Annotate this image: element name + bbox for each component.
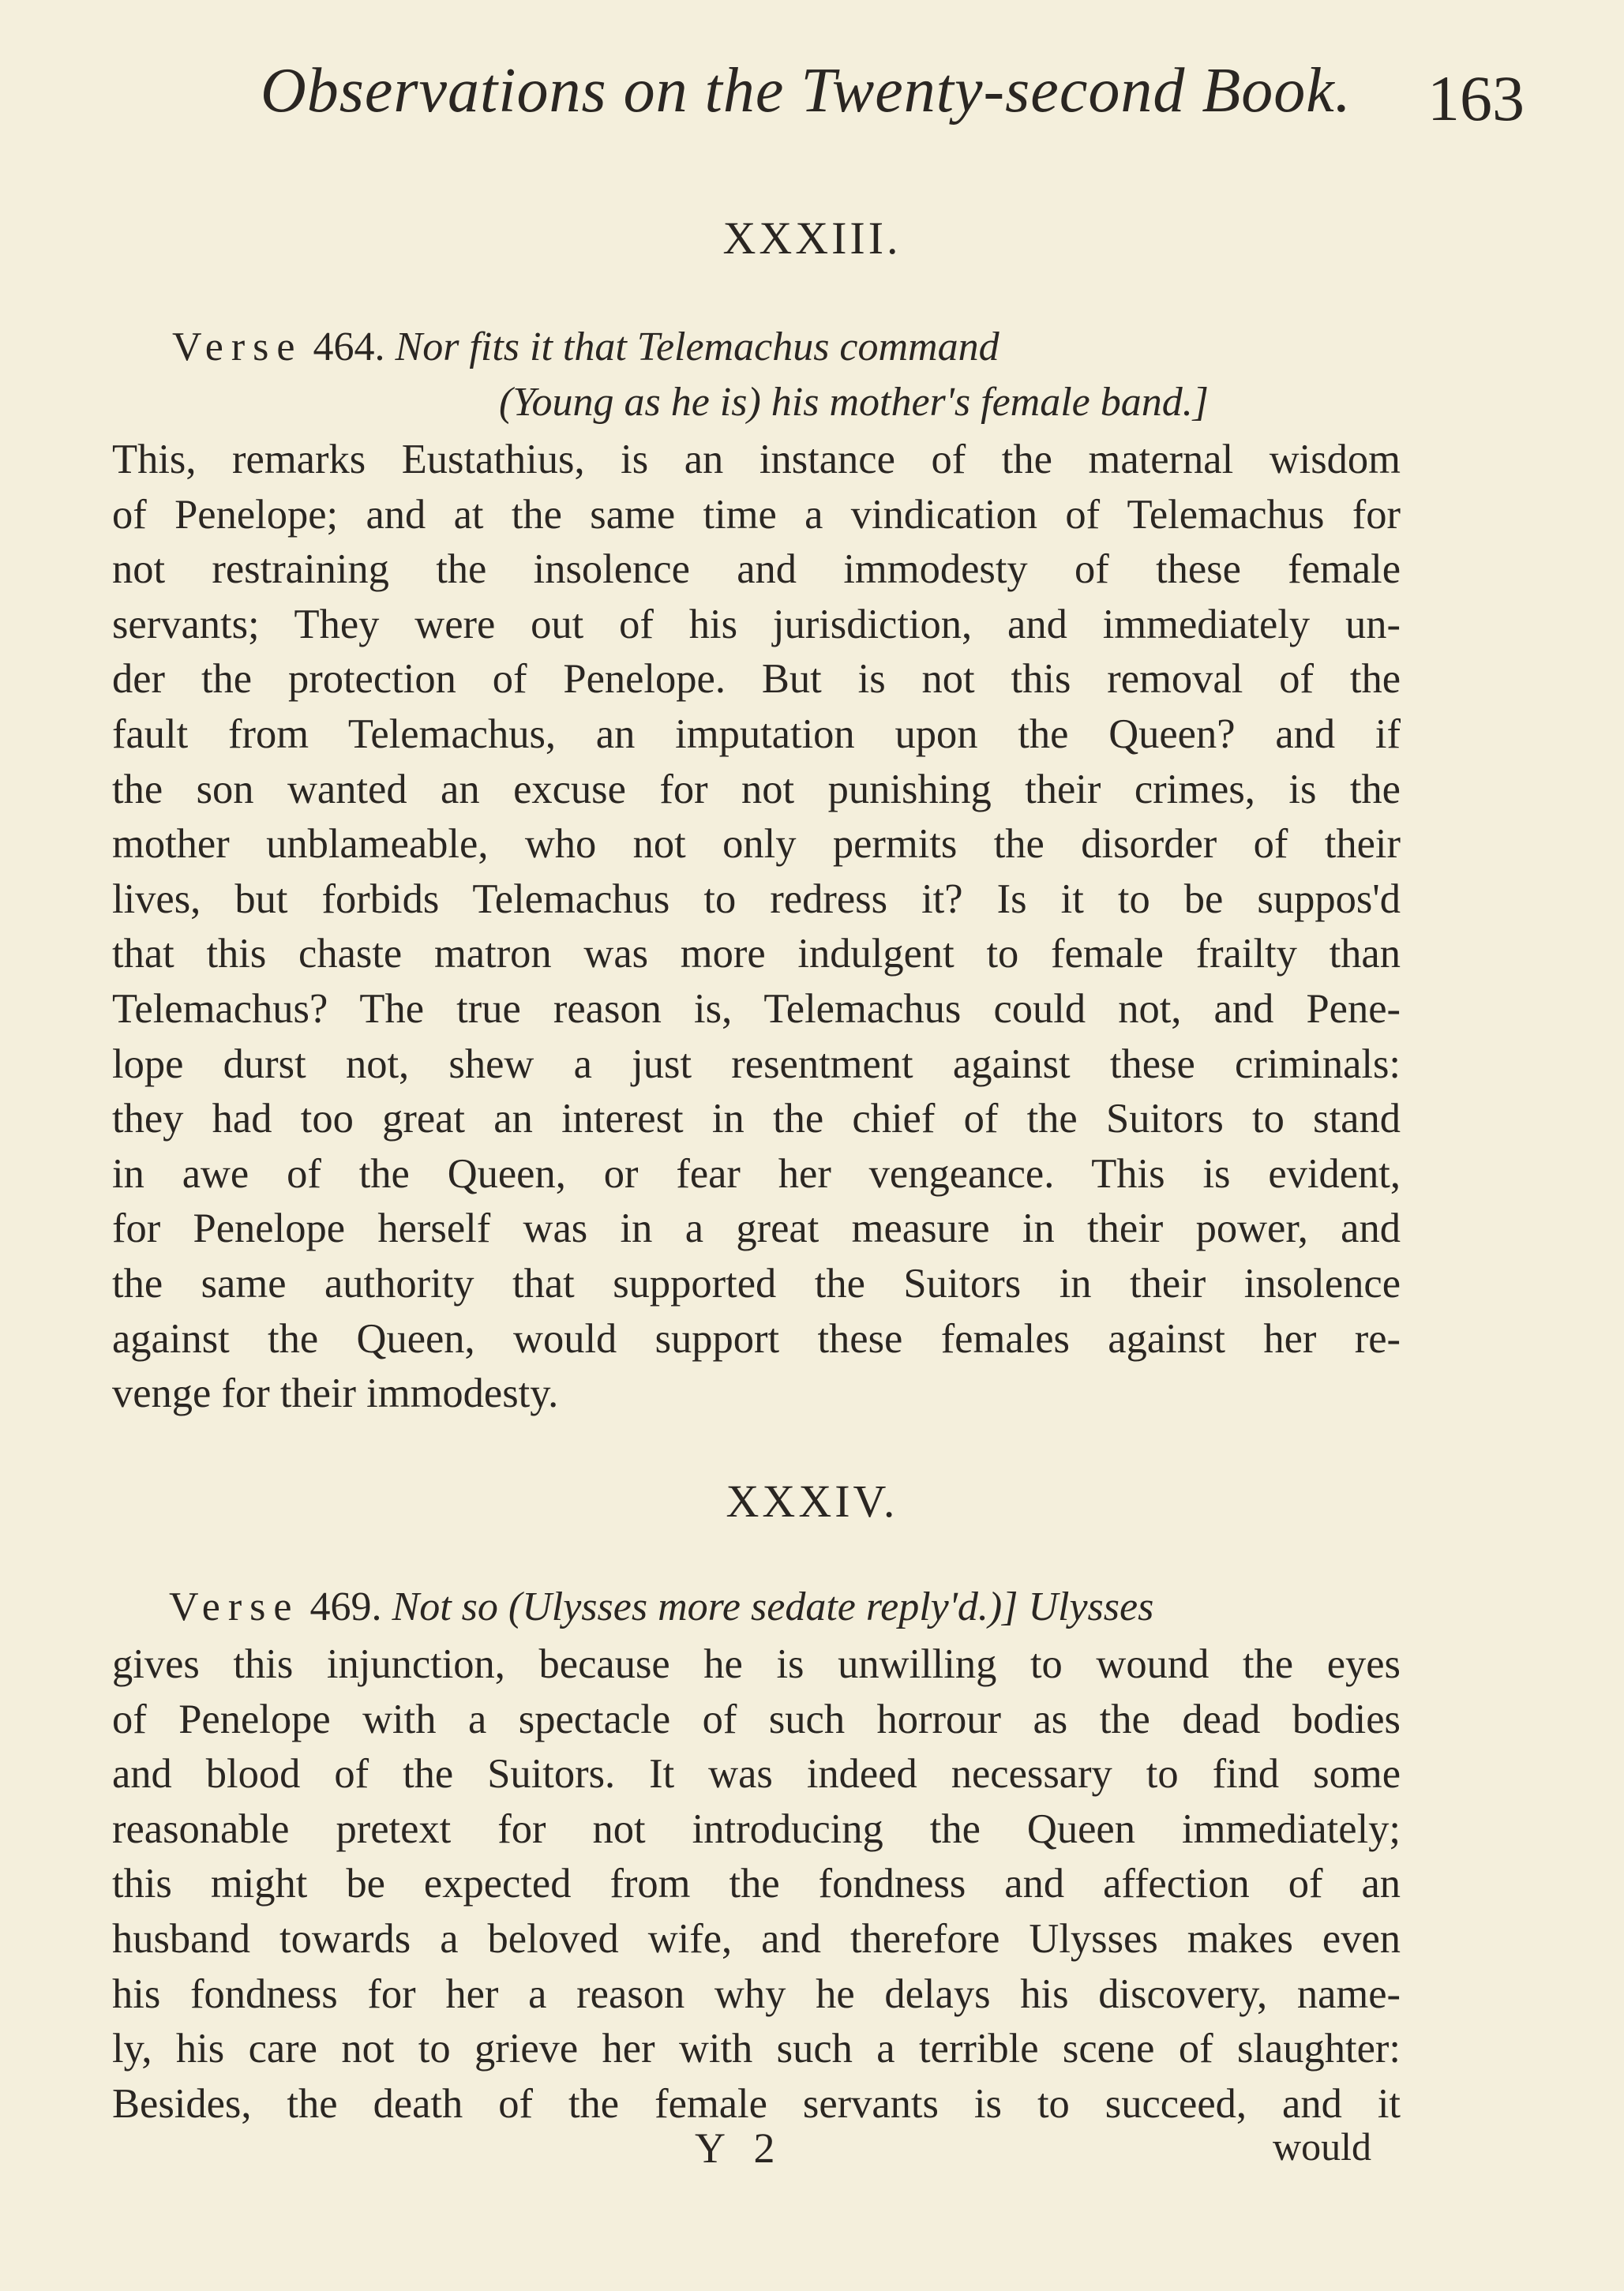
commentary-xxxiii (112, 433, 1401, 1422)
verse-citation-464 (172, 324, 1000, 370)
text-line: of Penelope with a spectacle of such horrour as the dead bodies (112, 1696, 1401, 1742)
text-line: gives this injunction, because he is unwilling to wound the eyes (112, 1641, 1401, 1687)
text-line: der the protection of Penelope. But is not this removal of the (112, 656, 1401, 703)
text-line: ly, his care not to grieve her with such a terrible scene of slaughter: (112, 2026, 1401, 2072)
text-line: mother unblameable, who not only permits the disorder of their (112, 821, 1401, 868)
text-line: in awe of the Queen, or fear her vengeance. This is evident, (112, 1150, 1401, 1197)
text-line: This, remarks Eustathius, is an instance of the maternal wisdom (112, 437, 1401, 482)
verse-quote-line-1: Nor fits it that Telemachus command (395, 324, 1000, 369)
text-line: fault from Telemachus, an imputation upon the Queen? and if (112, 711, 1401, 757)
text-line: for Penelope herself was in a great measure in their power, and (112, 1205, 1401, 1252)
verse-number: 464. (313, 324, 385, 369)
signature-mark: Y 2 (695, 2124, 785, 2172)
verse-quote-line-1: Not so (Ulysses more sedate reply'd.)] Ulysses (392, 1584, 1154, 1629)
verse-number: 469. (309, 1584, 382, 1629)
section-heading-xxxiv: XXXIV. (726, 1475, 898, 1527)
commentary-xxxiv (112, 1637, 1401, 2132)
text-line: venge for their immodesty. (112, 1370, 559, 1417)
text-line: they had too great an interest in the chief of the Suitors to stand (112, 1096, 1401, 1142)
text-line: Telemachus? The true reason is, Telemachus could not, and Pene- (112, 985, 1401, 1032)
section-heading-xxxiii: XXXIII. (722, 212, 902, 264)
verse-citation-469 (169, 1584, 1153, 1630)
text-line: against the Queen, would support these females against her re- (112, 1315, 1401, 1362)
text-line: this might be expected from the fondness and affection of an (112, 1861, 1401, 1907)
text-line: of Penelope; and at the same time a vindication of Telemachus for (112, 491, 1401, 538)
text-line: the son wanted an excuse for not punishing their crimes, is the (112, 766, 1401, 812)
verse-quote-line-2: (Young as he is) his mother's female band.] (499, 380, 1209, 425)
text-line: lives, but forbids Telemachus to redress it? Is it to be suppos'd (112, 876, 1401, 922)
text-line: reasonable pretext for not introducing the Queen immediately; (112, 1805, 1401, 1852)
text-line: servants; They were out of his jurisdiction, and immediately un- (112, 601, 1401, 647)
text-line: lope durst not, shew a just resentment against these criminals: (112, 1041, 1401, 1087)
text-line: not restraining the insolence and immodesty of these female (112, 546, 1401, 593)
page-number: 163 (1427, 62, 1525, 134)
text-line: and blood of the Suitors. It was indeed necessary to find some (112, 1751, 1401, 1798)
text-line: husband towards a beloved wife, and therefore Ulysses makes even (112, 1915, 1401, 1962)
verse-label: Verse (172, 324, 303, 369)
text-line: Besides, the death of the female servants is to succeed, and it (112, 2080, 1401, 2127)
catchword: would (1273, 2124, 1371, 2169)
text-line: the same authority that supported the Suitors in their insolence (112, 1260, 1401, 1307)
text-line: his fondness for her a reason why he delays his discovery, name- (112, 1970, 1401, 2017)
text-line: that this chaste matron was more indulgent to female frailty than (112, 931, 1401, 977)
verse-label: Verse (169, 1584, 300, 1629)
running-head: Observations on the Twenty-second Book. (261, 56, 1352, 126)
